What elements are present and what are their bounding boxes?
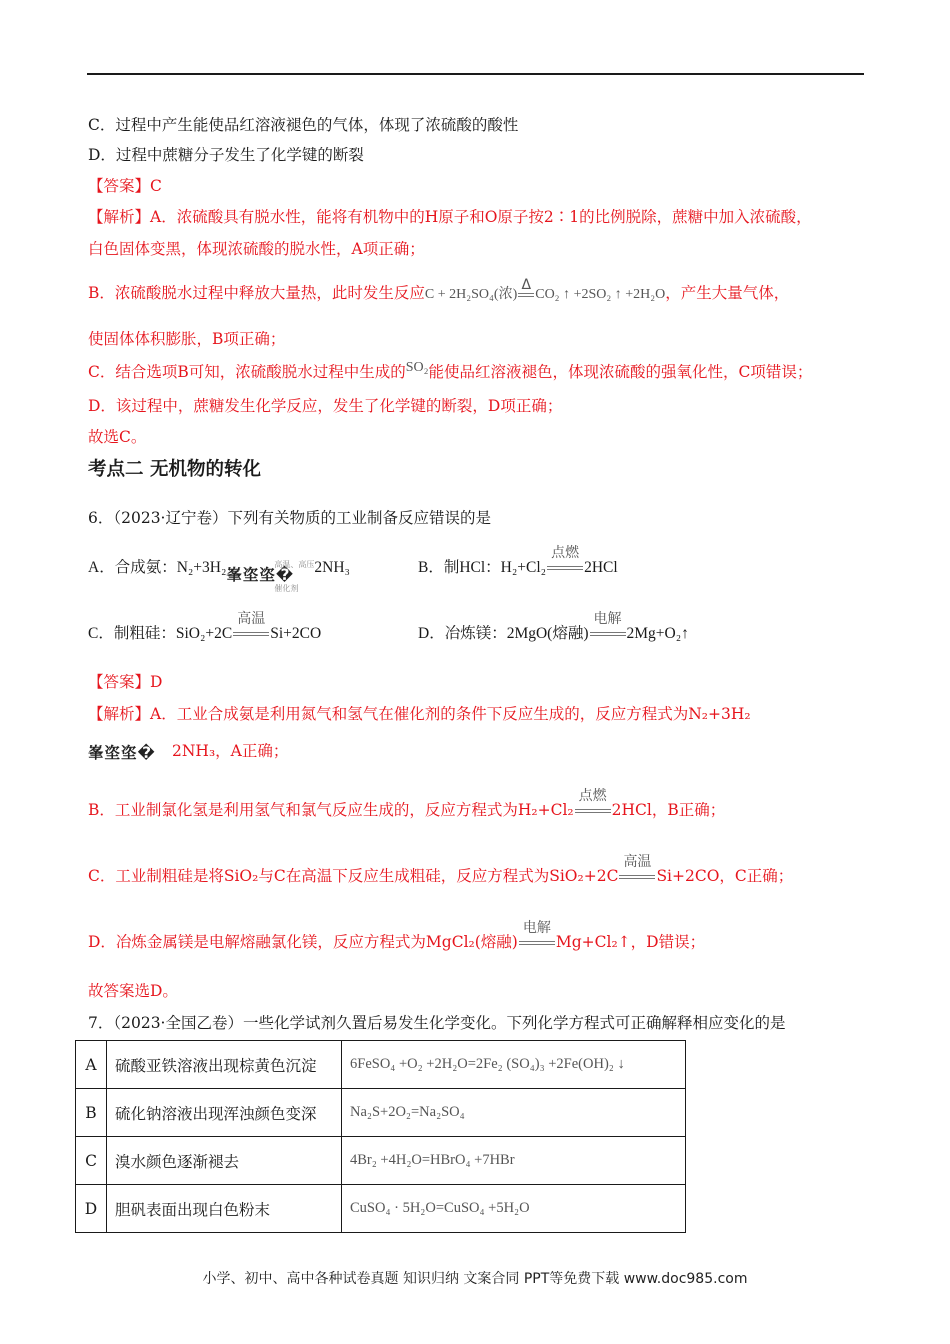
q6-option-a [88, 556, 350, 593]
q6-option-d [418, 611, 689, 645]
q6-b-product: 2HCl [584, 559, 618, 576]
q6-c-label: C．制粗硅：SiO₂+2C [88, 625, 233, 642]
q6-a-product: 2NH₃ [314, 559, 350, 576]
option-formula: CuSO₄ · 5H₂O=CuSO₄ +5H₂O [342, 1185, 686, 1233]
q6-exp-d-cond-text: 电解 [522, 920, 551, 936]
section-title: 考点二 无机物的转化 [88, 459, 261, 480]
q6-exp-c-text: C．工业制粗硅是将SiO₂与C在高温下反应生成粗硅，反应方程式为SiO₂+2C [88, 867, 619, 885]
q5-eq-condition [518, 277, 534, 306]
q6-exp-c-tail: Si+2CO，C正确； [656, 867, 794, 885]
q6-explanation-d [88, 920, 706, 953]
header-rule [87, 73, 864, 75]
q6-a-garbled: 峯垐垐� [226, 566, 295, 584]
q5-explanation-b-2: 使固体体积膨胀，B项正确； [88, 330, 286, 348]
q6-option-c [88, 611, 322, 645]
option-key: C [76, 1137, 107, 1185]
footer-text: 小学、初中、高中各种试卷真题 知识归纳 文案合同 PPT等免费下载 www.doc985.com [202, 1271, 748, 1287]
q6-exp-b-tail: 2HCl，B正确； [611, 801, 726, 819]
q6-explanation-a-1: 【解析】A．工业合成氨是利用氮气和氢气在催化剂的条件下反应生成的，反应方程式为N₂+3H₂ [88, 705, 751, 723]
q5-explanation-c [88, 361, 812, 385]
table-row [76, 1089, 686, 1137]
q6-d-cond-text: 电解 [593, 611, 622, 627]
q6-exp-a-tail: 2NH₃，A正确； [172, 742, 289, 760]
q6-a-label: A．合成氨：N₂+3H₂ [88, 559, 227, 576]
q5-option-c: C．过程中产生能使品红溶液褪色的气体，体现了浓硫酸的酸性 [88, 116, 519, 134]
option-description: 胆矾表面出现白色粉末 [107, 1185, 342, 1233]
q6-b-condition [547, 545, 583, 578]
q5-so2: SO₂ [405, 360, 429, 375]
option-formula: Na₂S+2O₂=Na₂SO₄ [342, 1089, 686, 1137]
table-row [76, 1041, 686, 1089]
option-formula: 6FeSO₄ +O₂ +2H₂O=2Fe₂ (SO₄)₃ +2Fe(OH)₂ ↓ [342, 1041, 686, 1089]
q6-answer: 【答案】D [88, 673, 163, 691]
q6-exp-c-condition [619, 854, 655, 887]
q5-exp-b-text: B．浓硫酸脱水过程中释放大量热，此时发生反应 [88, 284, 425, 302]
q6-exp-d-text: D．冶炼金属镁是电解熔融氯化镁，反应方程式为MgCl₂(熔融) [88, 933, 518, 951]
q6-a-cond-top: 高温、高压 [274, 560, 315, 569]
q5-answer: 【答案】C [88, 177, 162, 195]
q6-exp-a-arrow [88, 742, 172, 764]
q7-stem: 7．（2023·全国乙卷）一些化学试剂久置后易发生化学变化。下列化学方程式可正确解释相应变化的是 [88, 1014, 786, 1032]
q6-c-product: Si+2CO [270, 625, 322, 642]
q5-eq-right: CO₂ ↑ +2SO₂ ↑ +2H₂O [535, 287, 666, 302]
q6-conclusion: 故答案选D。 [88, 982, 178, 1000]
q5-exp-c-text: C．结合选项B可知，浓硫酸脱水过程中生成的 [88, 363, 406, 381]
q6-a-arrow [226, 560, 315, 593]
q6-d-product: 2Mg+O₂↑ [626, 625, 689, 642]
option-description: 溴水颜色逐渐褪去 [107, 1137, 342, 1185]
option-key: A [76, 1041, 107, 1089]
table-row [76, 1137, 686, 1185]
option-description: 硫酸亚铁溶液出现棕黄色沉淀 [107, 1041, 342, 1089]
q6-option-b [418, 545, 618, 579]
q6-b-label: B．制HCl：H₂+Cl₂ [418, 559, 547, 576]
q6-exp-b-cond-text: 点燃 [578, 788, 607, 804]
q5-eq-left: C + 2H₂SO₄(浓) [424, 287, 518, 302]
q6-exp-c-cond-text: 高温 [623, 854, 652, 870]
q6-exp-d-condition [519, 920, 555, 953]
q6-exp-d-tail: Mg+Cl₂↑，D错误； [555, 933, 706, 951]
option-description: 硫化钠溶液出现浑浊颜色变深 [107, 1089, 342, 1137]
q7-options-table [75, 1040, 686, 1233]
q5-explanation-d: D．该过程中，蔗糖发生化学反应，发生了化学键的断裂，D项正确； [88, 397, 563, 415]
q6-d-label: D．冶炼镁：2MgO(熔融) [418, 625, 589, 642]
q5-explanation-b-1 [88, 277, 790, 306]
q5-exp-b-tail: ，产生大量气体， [665, 284, 790, 302]
q6-explanation-b [88, 788, 726, 821]
q5-explanation-a-2: 白色固体变黑，体现浓硫酸的脱水性，A项正确； [88, 240, 425, 258]
option-key: B [76, 1089, 107, 1137]
q6-c-cond-text: 高温 [237, 611, 266, 627]
q5-equation [424, 277, 666, 302]
q5-explanation-a-1: 【解析】A．浓硫酸具有脱水性，能将有机物中的H原子和O原子按2∶1的比例脱除，蔗糖中加入浓硫酸， [88, 208, 812, 226]
q6-explanation-c [88, 854, 794, 887]
option-formula: 4Br₂ +4H₂O=HBrO₄ +7HBr [342, 1137, 686, 1185]
q6-stem: 6．（2023·辽宁卷）下列有关物质的工业制备反应错误的是 [88, 509, 491, 527]
q6-exp-b-text: B．工业制氯化氢是利用氢气和氯气反应生成的，反应方程式为H₂+Cl₂ [88, 801, 574, 819]
q5-eq-heat: Δ [521, 277, 532, 293]
q6-exp-b-condition [575, 788, 611, 821]
q6-exp-a-garbled: 峯垐垐� [88, 744, 156, 762]
q6-b-cond-text: 点燃 [551, 545, 580, 561]
q6-explanation-a-2 [88, 740, 288, 762]
q6-a-cond-bottom: 催化剂 [274, 584, 299, 593]
q6-c-condition [233, 611, 269, 644]
option-key: D [76, 1185, 107, 1233]
q5-conclusion: 故选C。 [88, 428, 147, 446]
table-row [76, 1185, 686, 1233]
q6-d-condition [590, 611, 626, 644]
q5-option-d: D．过程中蔗糖分子发生了化学键的断裂 [88, 146, 364, 164]
q5-exp-c-tail: 能使品红溶液褪色，体现浓硫酸的强氧化性，C项错误； [428, 363, 813, 381]
